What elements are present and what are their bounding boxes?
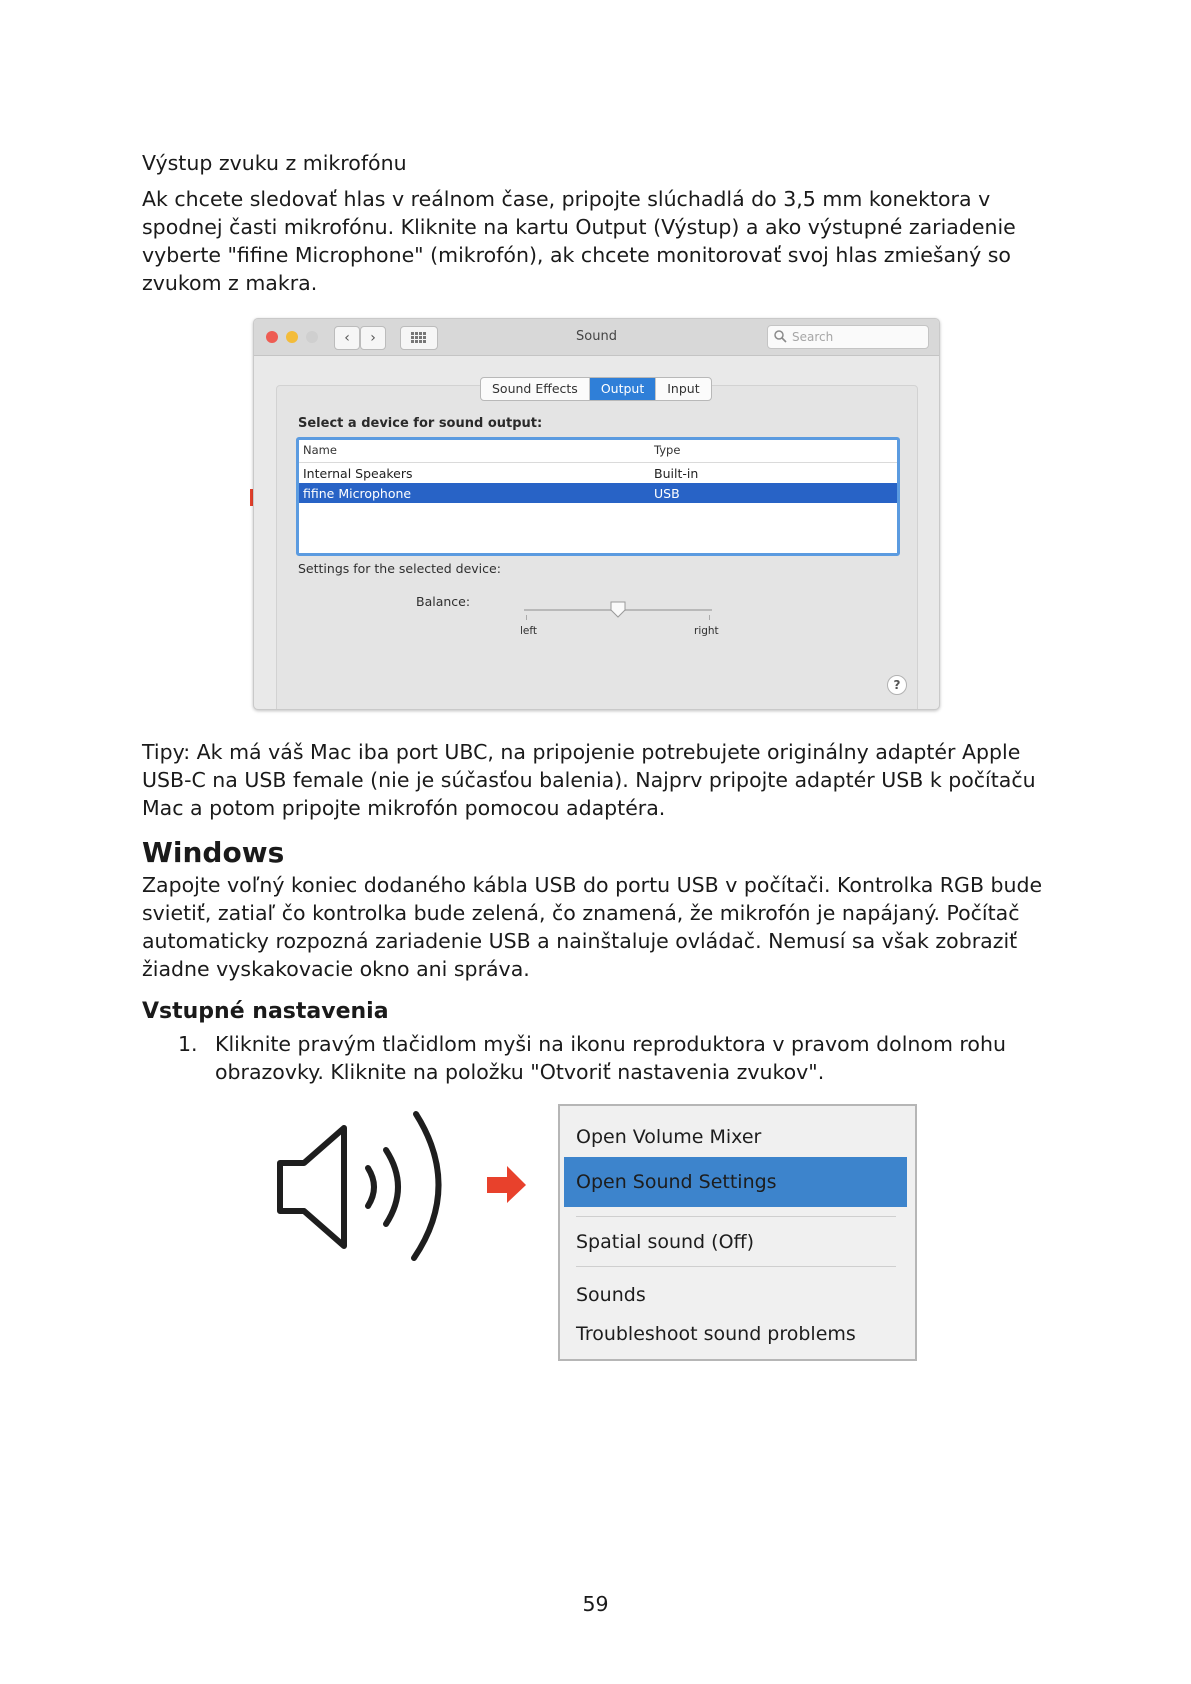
device-prompt: Select a device for sound output: xyxy=(298,416,543,431)
balance-right-label: right xyxy=(694,625,719,637)
steps-list xyxy=(178,1030,1078,1086)
menu-separator xyxy=(576,1266,896,1267)
slider-tick xyxy=(709,615,710,620)
input-settings-heading: Vstupné nastavenia xyxy=(142,999,389,1024)
menu-item-troubleshoot[interactable]: Troubleshoot sound problems xyxy=(576,1323,856,1345)
device-type: Built-in xyxy=(654,466,699,481)
right-arrow-icon xyxy=(487,1166,527,1204)
table-row-selected[interactable] xyxy=(299,483,897,503)
settings-label: Settings for the selected device: xyxy=(298,561,501,576)
balance-label: Balance: xyxy=(416,594,471,609)
tab-sound-effects[interactable]: Sound Effects xyxy=(481,378,590,400)
table-row[interactable] xyxy=(299,463,897,483)
balance-left-label: left xyxy=(520,625,538,637)
search-icon xyxy=(774,330,787,343)
intro-paragraph: Ak chcete sledovať hlas v reálnom čase, pripojte slúchadlá do 3,5 mm konektora v spodnej časti mikrofónu. Kliknite na kartu Output (Výstup) a ako výstupné zariadenie vyberte "fifine Microphone" (mikrofón), ak chcete monitorovať svoj hlas zmiešaný so zvukom z makra. xyxy=(142,187,1016,295)
column-name[interactable]: Name xyxy=(303,443,337,457)
device-type: USB xyxy=(654,486,680,501)
speaker-icon xyxy=(272,1108,452,1268)
windows-heading: Windows xyxy=(142,836,285,869)
window-titlebar xyxy=(254,319,939,356)
menu-item-open-volume-mixer[interactable]: Open Volume Mixer xyxy=(576,1126,762,1148)
slider-tick xyxy=(526,615,527,620)
help-button[interactable]: ? xyxy=(887,675,907,695)
tip-paragraph: Tipy: Ak má váš Mac iba port UBC, na pripojenie potrebujete originálny adaptér Apple USB-C na USB female (nie je súčasťou balenia). Najprv pripojte adaptér USB k počítaču Mac a potom pripojte mikrofón pomocou adaptéra. xyxy=(142,740,1036,820)
window-title: Sound xyxy=(576,329,617,344)
table-header xyxy=(299,440,897,463)
section-title: Výstup zvuku z mikrofónu xyxy=(142,151,407,175)
menu-item-open-sound-settings[interactable]: Open Sound Settings xyxy=(576,1171,777,1193)
step-number: 1. xyxy=(178,1032,198,1056)
menu-item-sounds[interactable]: Sounds xyxy=(576,1284,646,1306)
tab-input[interactable]: Input xyxy=(667,381,700,396)
tab-output[interactable]: Output xyxy=(590,378,656,400)
balance-slider-knob[interactable] xyxy=(610,601,626,619)
menu-item-spatial-sound[interactable]: Spatial sound (Off) xyxy=(576,1231,755,1253)
menu-separator xyxy=(576,1216,896,1217)
column-type[interactable]: Type xyxy=(654,443,681,457)
device-name: Internal Speakers xyxy=(303,466,413,481)
device-name: fifine Microphone xyxy=(303,486,412,501)
context-menu xyxy=(558,1104,917,1361)
step-text: Kliknite pravým tlačidlom myši na ikonu reproduktora v pravom dolnom rohu obrazovky. Kliknite na položku "Otvoriť nastavenia zvukov". xyxy=(215,1032,1006,1084)
windows-paragraph: Zapojte voľný koniec dodaného kábla USB do portu USB v počítači. Kontrolka RGB bude svietiť, zatiaľ čo kontrolka bude zelená, čo znamená, že mikrofón je napájaný. Počítač automaticky rozpozná zariadenie USB a nainštaluje ovládač. Nemusí sa však zobraziť žiadne vyskakovacie okno ani správa. xyxy=(142,873,1043,981)
chevron-right-icon: › xyxy=(370,330,376,346)
chevron-left-icon: ‹ xyxy=(344,330,350,346)
tab-bar xyxy=(480,377,712,401)
mac-sound-window xyxy=(253,318,940,710)
search-placeholder: Search xyxy=(792,330,834,344)
device-table[interactable] xyxy=(296,437,900,556)
list-item xyxy=(178,1030,1078,1086)
search-input[interactable] xyxy=(767,325,929,349)
page-number: 59 xyxy=(582,1592,609,1616)
